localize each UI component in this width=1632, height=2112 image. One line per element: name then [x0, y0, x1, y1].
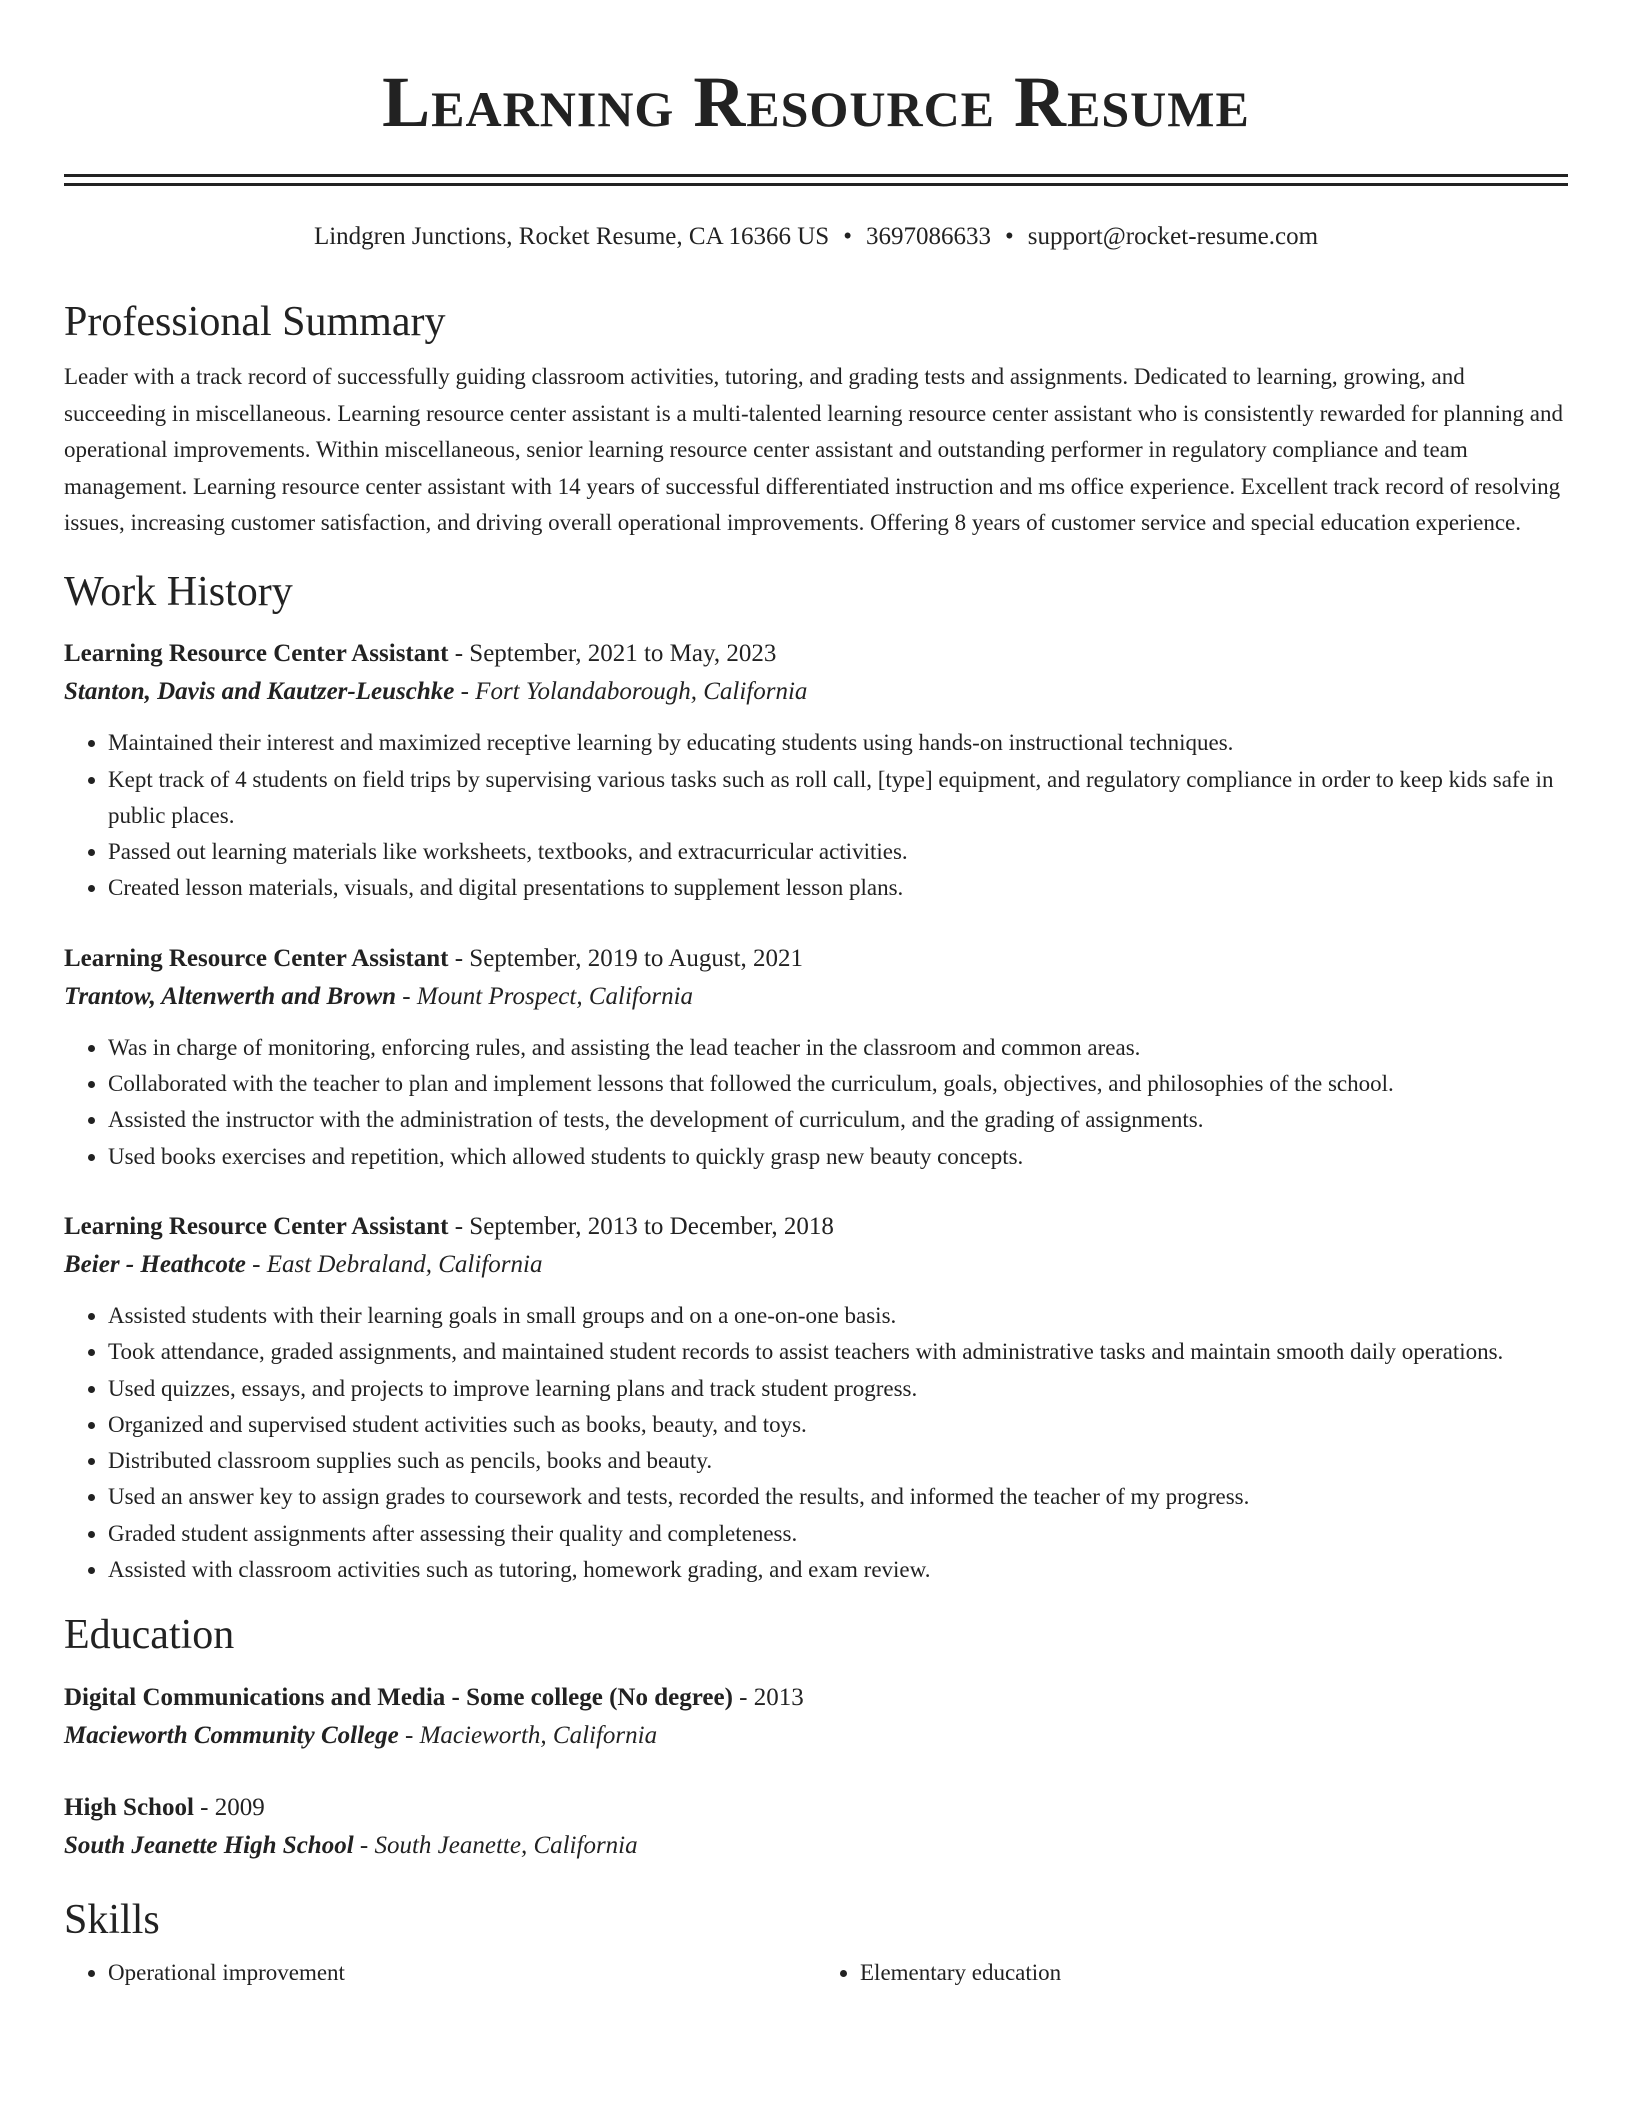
duties-list — [64, 1030, 1568, 1175]
duty-item: • Assisted the instructor with the administration of tests, the development of curriculum, and the grading of assignments. — [108, 1102, 1568, 1138]
employer-line — [64, 1246, 1568, 1284]
contact-email: support@rocket-resume.com — [1027, 223, 1319, 250]
skills-column-right — [816, 1955, 1568, 1991]
contact-address: Lindgren Junctions, Rocket Resume, CA 16366 US — [313, 223, 830, 250]
skill-item: • Elementary education — [860, 1955, 1568, 1991]
duty-item: • Graded student assignments after assessing their quality and completeness. — [108, 1516, 1568, 1552]
job-title: Learning Resource Center Assistant — [64, 944, 449, 972]
degree-name: Digital Communications and Media - Some college (No degree) — [64, 1683, 733, 1711]
duty-item: • Collaborated with the teacher to plan and implement lessons that followed the curriculum, goals, objectives, and philosophies of the school. — [108, 1066, 1568, 1102]
title-divider-thick — [64, 174, 1568, 177]
duties-list — [64, 725, 1568, 906]
job-dates: - September, 2013 to December, 2018 — [448, 1212, 834, 1240]
duty-item: • Organized and supervised student activities such as books, beauty, and toys. — [108, 1407, 1568, 1443]
degree-line — [64, 1679, 1568, 1717]
duty-item: • Used quizzes, essays, and projects to improve learning plans and track student progress. — [108, 1371, 1568, 1407]
duty-item: • Maintained their interest and maximized receptive learning by educating students using hands-on instructional techniques. — [108, 725, 1568, 761]
school-location: - South Jeanette, California — [353, 1831, 638, 1859]
work-history-heading: Work History — [64, 568, 293, 615]
school-line — [64, 1827, 1568, 1865]
education-heading: Education — [64, 1612, 235, 1659]
employer-name: Stanton, Davis and Kautzer-Leuschke — [64, 678, 455, 706]
job-dates: - September, 2019 to August, 2021 — [448, 944, 804, 972]
job-title-line — [64, 1208, 1568, 1246]
summary-heading: Professional Summary — [64, 299, 446, 345]
employer-name: Trantow, Altenwerth and Brown — [64, 982, 397, 1010]
job-entry — [64, 940, 1568, 1175]
employer-location: - Fort Yolandaborough, California — [454, 678, 808, 706]
duty-item: • Passed out learning materials like worksheets, textbooks, and extracurricular activities. — [108, 834, 1568, 870]
duty-item: • Was in charge of monitoring, enforcing rules, and assisting the lead teacher in the classroom and common areas. — [108, 1030, 1568, 1066]
employer-location: - Mount Prospect, California — [396, 982, 694, 1010]
duty-item: • Used books exercises and repetition, which allowed students to quickly grasp new beauty concepts. — [108, 1139, 1568, 1175]
duties-list — [64, 1298, 1568, 1588]
duty-item: • Used an answer key to assign grades to coursework and tests, recorded the results, and informed the teacher of my progress. — [108, 1479, 1568, 1515]
contact-separator: • — [1004, 223, 1014, 250]
skills-heading: Skills — [64, 1896, 160, 1943]
job-title: Learning Resource Center Assistant — [64, 640, 449, 668]
duty-item: • Kept track of 4 students on field trips by supervising various tasks such as roll call, [type] equipment, and regulatory compliance in order to keep kids safe in public places. — [108, 762, 1568, 835]
school-name: South Jeanette High School — [64, 1831, 354, 1859]
school-line — [64, 1717, 1568, 1755]
summary-text: Leader with a track record of successfully guiding classroom activities, tutoring, and grading tests and assignments. Dedicated to learning, growing, and succeeding in miscellaneous. Learning resource center assistant is a multi-talented learning resource center assistant who is consistently rewarded for planning and operational improvements. Within miscellaneous, senior learning resource center assistant and outstanding performer in regulatory compliance and team management. Learning resource center assistant with 14 years of successful differentiated instruction and ms office experience. Excellent track record of resolving issues, increasing customer satisfaction, and driving overall operational improvements. Offering 8 years of customer service and special education experience. — [64, 364, 1563, 536]
education-entry — [64, 1789, 1568, 1865]
employer-location: - East Debraland, California — [245, 1250, 543, 1278]
employer-name: Beier - Heathcote — [64, 1250, 246, 1278]
employer-line — [64, 978, 1568, 1016]
school-location: - Macieworth, California — [398, 1721, 658, 1749]
education-entry — [64, 1679, 1568, 1755]
job-entry — [64, 635, 1568, 906]
degree-year: - 2009 — [193, 1793, 265, 1821]
job-title-line — [64, 635, 1568, 673]
job-title: Learning Resource Center Assistant — [64, 1212, 449, 1240]
contact-phone: 3697086633 — [865, 223, 991, 250]
skills-column-left — [64, 1955, 816, 1991]
duty-item: • Created lesson materials, visuals, and digital presentations to supplement lesson plans. — [108, 870, 1568, 906]
degree-line — [64, 1789, 1568, 1827]
contact-separator: • — [843, 223, 852, 250]
degree-name: High School — [64, 1793, 194, 1821]
job-title-line — [64, 940, 1568, 978]
job-entry — [64, 1208, 1568, 1588]
job-dates: - September, 2021 to May, 2023 — [448, 640, 777, 668]
duty-item: • Assisted with classroom activities such as tutoring, homework grading, and exam review. — [108, 1552, 1568, 1588]
title-divider-thin — [64, 183, 1568, 186]
degree-year: - 2013 — [732, 1683, 804, 1711]
duty-item: • Distributed classroom supplies such as pencils, books and beauty. — [108, 1443, 1568, 1479]
duty-item: • Took attendance, graded assignments, and maintained student records to assist teachers with administrative tasks and maintain smooth daily operations. — [108, 1334, 1568, 1370]
resume-title: Learning Resource Resume — [382, 62, 1250, 142]
contact-line — [64, 222, 1568, 252]
skills-grid — [64, 1955, 1568, 1991]
skill-item: • Operational improvement — [108, 1955, 816, 1991]
duty-item: • Assisted students with their learning goals in small groups and on a one-on-one basis. — [108, 1298, 1568, 1334]
employer-line — [64, 673, 1568, 711]
school-name: Macieworth Community College — [64, 1721, 399, 1749]
